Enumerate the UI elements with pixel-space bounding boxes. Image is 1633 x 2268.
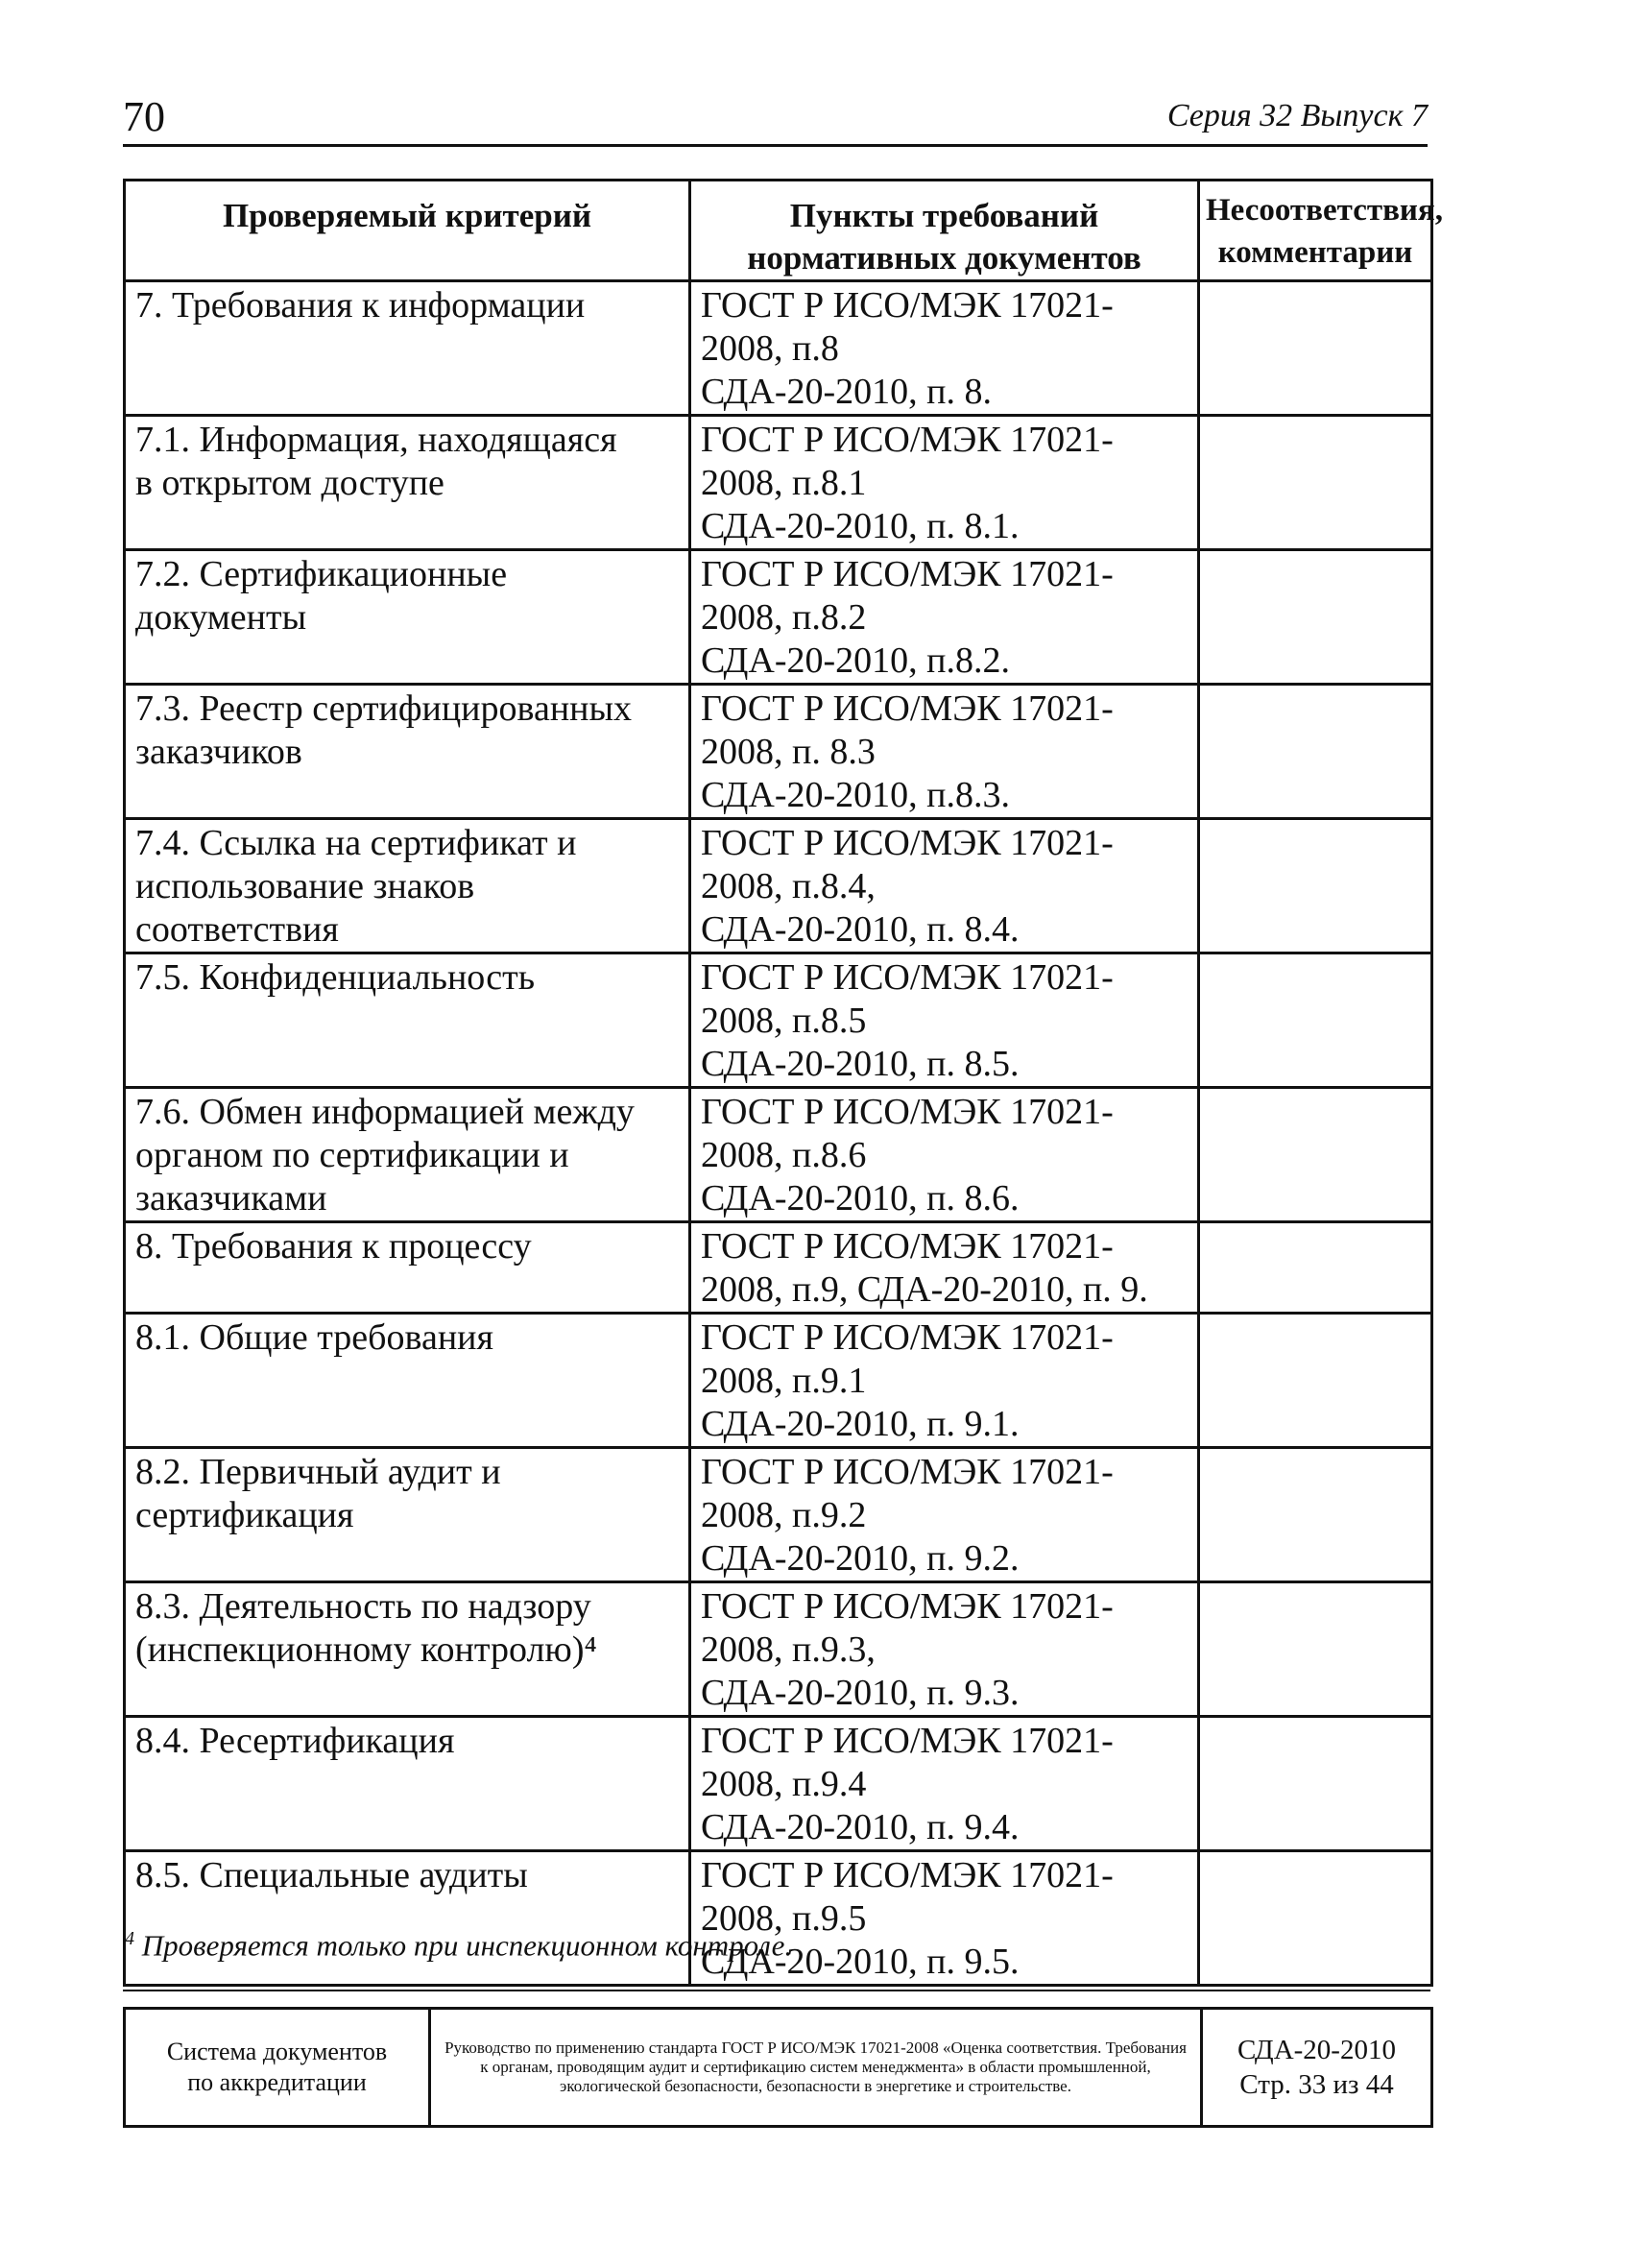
footer-guide-title: Руководство по применению стандарта ГОСТ Р ИСО/МЭК 17021-2008 «Оценка соответствия. Требования к органам, проводящим аудит и сертификацию систем менеджмента» в области промышленной, экологической безопасности, безопасности в энергетике и строительстве.: [430, 2009, 1202, 2127]
requirements-cell: ГОСТ Р ИСО/МЭК 17021- 2008, п.8.5 СДА-20-2010, п. 8.5.: [690, 953, 1199, 1088]
comment-cell: [1199, 685, 1432, 819]
criterion-cell: 8. Требования к процессу: [125, 1222, 690, 1314]
footer-rule: [123, 1990, 1430, 1991]
footer-page-count: Стр. 33 из 44: [1239, 2069, 1394, 2100]
table-row: [125, 1717, 1432, 1851]
column-header-criterion: Проверяемый критерий: [125, 181, 690, 281]
criterion-cell: 8.3. Деятельность по надзору (инспекционному контролю)⁴: [125, 1582, 690, 1717]
criterion-cell: 8.2. Первичный аудит и сертификация: [125, 1448, 690, 1582]
footnote-mark: 4: [125, 1928, 134, 1949]
footnote: [125, 1928, 793, 1963]
comment-cell: [1199, 819, 1432, 953]
requirements-cell: ГОСТ Р ИСО/МЭК 17021- 2008, п.9.1 СДА-20-2010, п. 9.1.: [690, 1314, 1199, 1448]
comment-cell: [1199, 1717, 1432, 1851]
footer-doc-info: [1202, 2009, 1432, 2127]
requirements-cell: ГОСТ Р ИСО/МЭК 17021- 2008, п.9.4 СДА-20-2010, п. 9.4.: [690, 1717, 1199, 1851]
comment-cell: [1199, 416, 1432, 550]
requirements-cell: ГОСТ Р ИСО/МЭК 17021- 2008, п.8.1 СДА-20-2010, п. 8.1.: [690, 416, 1199, 550]
comment-cell: [1199, 953, 1432, 1088]
criterion-cell: 7.2. Сертификационные документы: [125, 550, 690, 685]
requirements-cell: ГОСТ Р ИСО/МЭК 17021- 2008, п.9, СДА-20-2010, п. 9.: [690, 1222, 1199, 1314]
requirements-cell: ГОСТ Р ИСО/МЭК 17021- 2008, п.8.2 СДА-20-2010, п.8.2.: [690, 550, 1199, 685]
criterion-cell: 7.5. Конфиденциальность: [125, 953, 690, 1088]
page-number: 70: [123, 93, 165, 140]
criterion-cell: 7. Требования к информации: [125, 281, 690, 416]
criterion-cell: 7.3. Реестр сертифицированных заказчиков: [125, 685, 690, 819]
requirements-cell: ГОСТ Р ИСО/МЭК 17021- 2008, п.8.4, СДА-20-2010, п. 8.4.: [690, 819, 1199, 953]
table-row: [125, 416, 1432, 550]
requirements-cell: ГОСТ Р ИСО/МЭК 17021- 2008, п.9.2 СДА-20-2010, п. 9.2.: [690, 1448, 1199, 1582]
table-row: [125, 1314, 1432, 1448]
table-row: [125, 1851, 1432, 1986]
criterion-cell: 8.4. Ресертификация: [125, 1717, 690, 1851]
table-header-row: [125, 181, 1432, 281]
series-label: Серия 32 Выпуск 7: [1166, 98, 1428, 133]
footer-doc-code: СДА-20-2010: [1237, 2035, 1396, 2065]
comment-cell: [1199, 1582, 1432, 1717]
requirements-cell: ГОСТ Р ИСО/МЭК 17021- 2008, п.8 СДА-20-2010, п. 8.: [690, 281, 1199, 416]
comment-cell: [1199, 1222, 1432, 1314]
table-row: [125, 1582, 1432, 1717]
column-header-requirements: Пункты требований нормативных документов: [690, 181, 1199, 281]
comment-cell: [1199, 281, 1432, 416]
comment-cell: [1199, 1314, 1432, 1448]
criterion-cell: 7.1. Информация, находящаяся в открытом доступе: [125, 416, 690, 550]
table-row: [125, 819, 1432, 953]
comment-cell: [1199, 1088, 1432, 1222]
document-footer: [123, 2007, 1433, 2128]
comment-cell: [1199, 1851, 1432, 1986]
criterion-cell: 8.1. Общие требования: [125, 1314, 690, 1448]
table-row: [125, 685, 1432, 819]
criterion-cell: 7.6. Обмен информацией между органом по сертификации и заказчиками: [125, 1088, 690, 1222]
table-row: [125, 550, 1432, 685]
requirements-cell: ГОСТ Р ИСО/МЭК 17021- 2008, п.8.6 СДА-20-2010, п. 8.6.: [690, 1088, 1199, 1222]
requirements-cell: ГОСТ Р ИСО/МЭК 17021- 2008, п.9.3, СДА-20-2010, п. 9.3.: [690, 1582, 1199, 1717]
criterion-cell: 8.5. Специальные аудиты: [125, 1851, 690, 1986]
footer-row: [125, 2009, 1432, 2127]
table-row: [125, 1448, 1432, 1582]
table-row: [125, 1222, 1432, 1314]
table-row: [125, 281, 1432, 416]
comment-cell: [1199, 1448, 1432, 1582]
header-rule: [123, 144, 1428, 147]
table-row: [125, 953, 1432, 1088]
criterion-cell: 7.4. Ссылка на сертификат и использование знаков соответствия: [125, 819, 690, 953]
footnote-text: Проверяется только при инспекционном контроле.: [141, 1928, 793, 1963]
requirements-cell: ГОСТ Р ИСО/МЭК 17021- 2008, п.9.5 СДА-20-2010, п. 9.5.: [690, 1851, 1199, 1986]
comment-cell: [1199, 550, 1432, 685]
column-header-comments: Несоответствия, комментарии: [1199, 181, 1432, 281]
footer-system-name: Система документов по аккредитации: [125, 2009, 430, 2127]
table-row: [125, 1088, 1432, 1222]
requirements-cell: ГОСТ Р ИСО/МЭК 17021- 2008, п. 8.3 СДА-20-2010, п.8.3.: [690, 685, 1199, 819]
criteria-table: [123, 179, 1444, 1987]
